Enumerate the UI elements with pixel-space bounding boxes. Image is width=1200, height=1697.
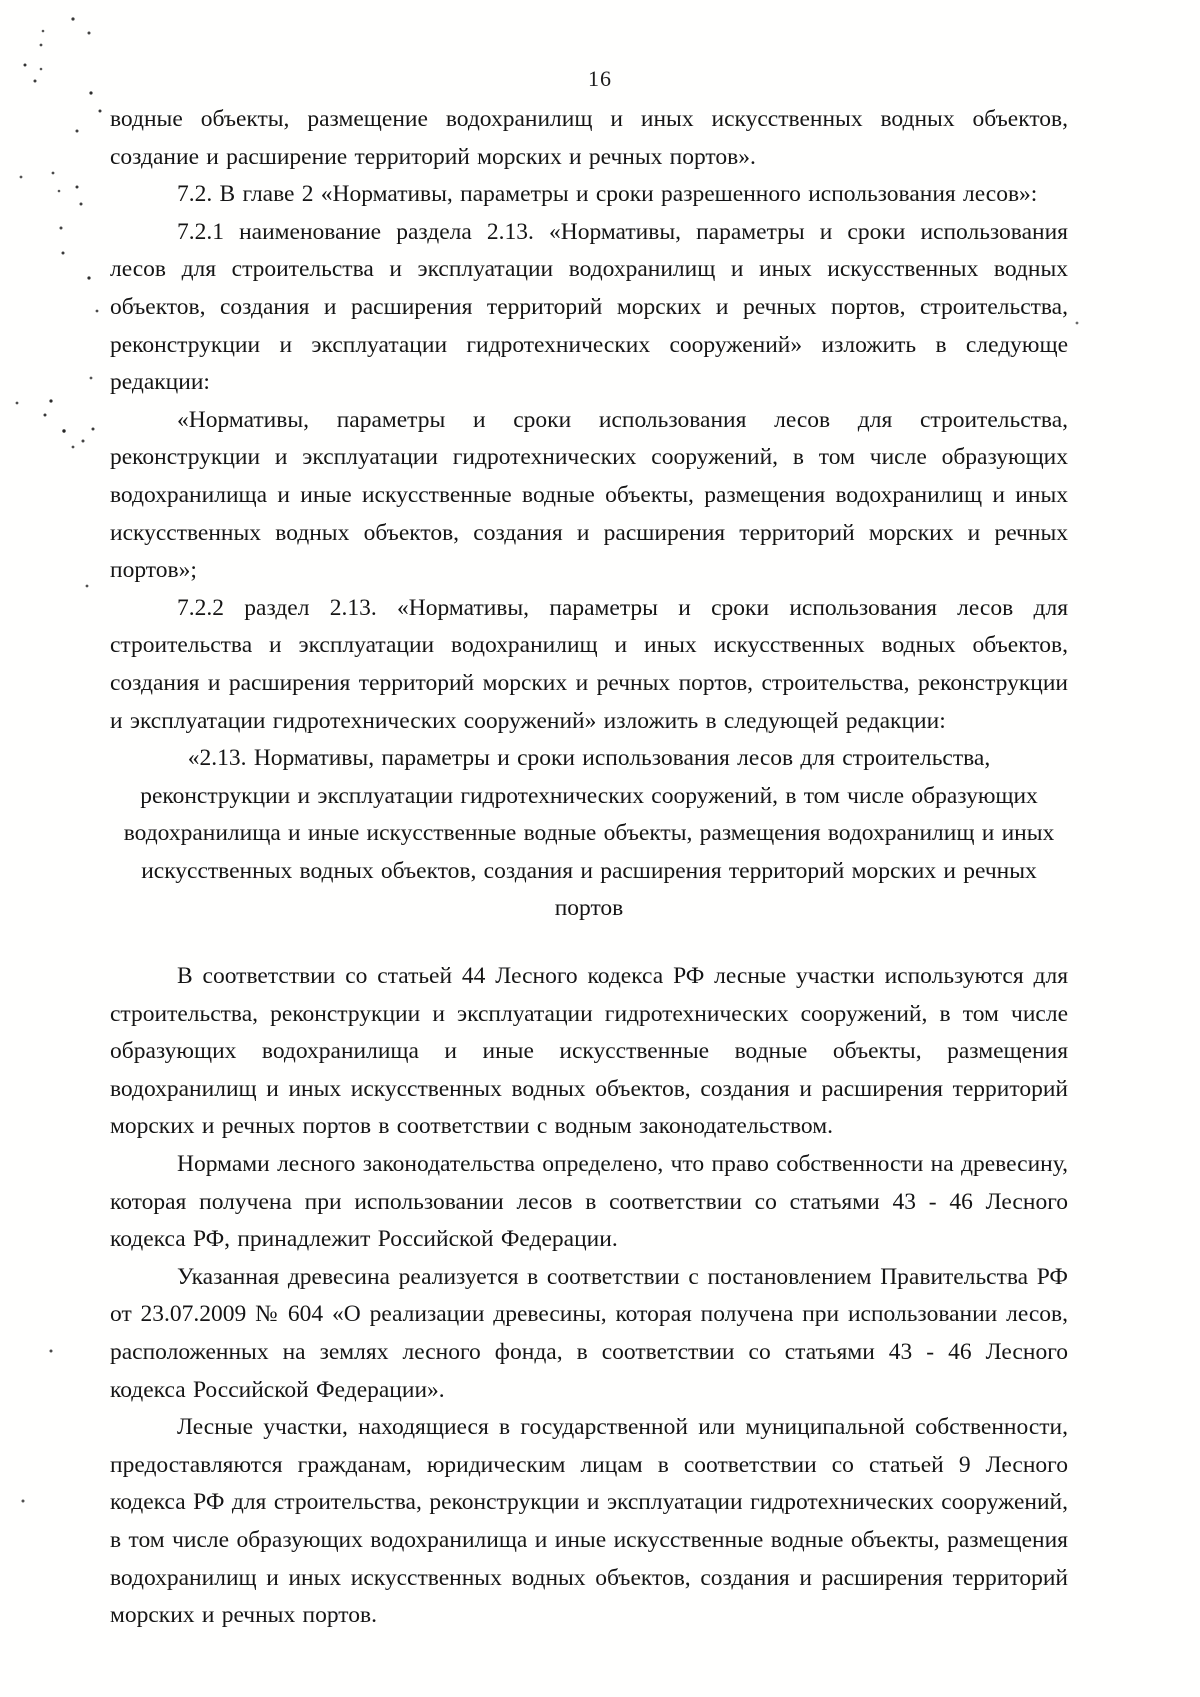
paragraph-clause-7-2: 7.2. В главе 2 «Нормативы, параметры и сроки разрешенного использования лесов»: bbox=[177, 181, 1038, 208]
paragraph-clause-7-2-1: 7.2.1 наименование раздела 2.13. «Нормативы, параметры и сроки использования лесов для строительства и эксплуатации водохранилищ и иных искусственных водных объектов, создания и расширения территорий морских и речных портов, строительства, реконструкции и эксплуатации гидротехнических сооружений» изложить в следующе редакции: bbox=[110, 218, 1068, 396]
scan-noise-specks bbox=[0, 0, 2, 2]
page-number: 16 bbox=[588, 66, 612, 91]
document-body bbox=[110, 101, 1068, 1635]
paragraph-article-44: В соответствии со статьей 44 Лесного кодекса РФ лесные участки используются для строительства, реконструкции и эксплуатации гидротехнических сооружений, в том числе образующих водохранилища и иные искусственные водные объекты, размещения водохранилищ и иных искусственных водных объектов, создания и расширения территорий морских и речных портов в соответствии с водным законодательством. bbox=[110, 963, 1068, 1140]
paragraph-continuation: водные объекты, размещение водохранилищ и иных искусственных водных объектов, создание и расширение территорий морских и речных портов». bbox=[110, 106, 1068, 170]
section-heading-2-13: «2.13. Нормативы, параметры и сроки использования лесов для строительства, реконструкции и эксплуатации гидротехнических сооружений, в том числе образующих водохранилища и иные искусственные водные объекты, размещения водохранилищ и иных искусственных водных объектов, создания и расширения территорий морских и речных портов bbox=[123, 745, 1055, 922]
paragraph-decree-604: Указанная древесина реализуется в соответствии с постановлением Правительства РФ от 23.07.2009 № 604 «О реализации древесины, которая получена при использовании лесов, расположенных на землях лесного фонда, в соответствии со статьями 43 - 46 Лесного кодекса Российской Федерации». bbox=[110, 1263, 1068, 1403]
paragraph-clause-7-2-2: 7.2.2 раздел 2.13. «Нормативы, параметры и сроки использования лесов для строительства и эксплуатации водохранилищ и иных искусственных водных объектов, создания и расширения территорий морских и речных портов, строительства, реконструкции и эксплуатации гидротехнических сооружений» изложить в следующей редакции: bbox=[110, 594, 1068, 734]
paragraph-new-title-quote: «Нормативы, параметры и сроки использования лесов для строительства, реконструкции и эксплуатации гидротехнических сооружений, в том числе образующих водохранилища и иные искусственные водные объекты, размещения водохранилищ и иных искусственных водных объектов, создания и расширения территорий морских и речных портов»; bbox=[110, 406, 1068, 584]
paragraph-article-9: Лесные участки, находящиеся в государственной или муниципальной собственности, предоставляются гражданам, юридическим лицам в соответствии со статьей 9 Лесного кодекса РФ для строительства, реконструкции и эксплуатации гидротехнических сооружений, в том числе образующих водохранилища и иные искусственные водные объекты, размещения водохранилищ и иных искусственных водных объектов, создания и расширения территорий морских и речных портов. bbox=[110, 1414, 1068, 1629]
paragraph-forest-law-norms: Нормами лесного законодательства определено, что право собственности на древесину, которая получена при использовании лесов в соответствии со статьями 43 - 46 Лесного кодекса РФ, принадлежит Российской Федерации. bbox=[110, 1151, 1068, 1253]
